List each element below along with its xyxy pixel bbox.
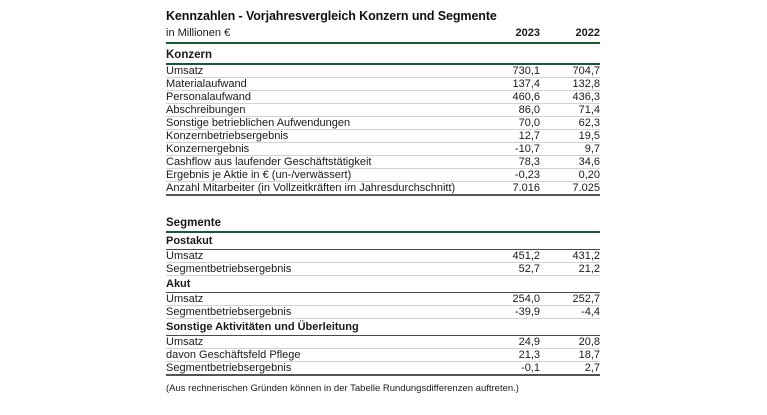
row-value-2022: 132,8: [540, 78, 600, 91]
row-value-2023: 137,4: [480, 78, 540, 91]
section-heading-label: Konzern: [166, 43, 480, 64]
section-spacer: [166, 195, 600, 212]
row-value-2023: 70,0: [480, 117, 540, 130]
rounding-footnote: (Aus rechnerischen Gründen können in der Tabelle Rundungsdifferenzen auftreten.): [166, 383, 519, 394]
group-heading-label: Akut: [166, 276, 480, 293]
unit-label: in Millionen €: [166, 27, 480, 43]
table-row: [166, 250, 600, 263]
row-label: Cashflow aus laufender Geschäftstätigkeit: [166, 156, 480, 169]
kennzahlen-table: [166, 27, 600, 376]
row-label: Konzernbetriebsergebnis: [166, 130, 480, 143]
row-value-2023: 86,0: [480, 104, 540, 117]
row-label: Umsatz: [166, 336, 480, 349]
row-value-2022: 19,5: [540, 130, 600, 143]
row-label: Abschreibungen: [166, 104, 480, 117]
row-value-2023: 730,1: [480, 64, 540, 78]
table-row: [166, 293, 600, 306]
row-value-2023: 451,2: [480, 250, 540, 263]
table-row: [166, 78, 600, 91]
row-value-2023: 12,7: [480, 130, 540, 143]
row-value-2023: -10,7: [480, 143, 540, 156]
row-value-2022: 436,3: [540, 91, 600, 104]
table-row: [166, 156, 600, 169]
column-header-2023: 2023: [480, 27, 540, 43]
row-value-2022: 7.025: [540, 182, 600, 196]
row-label: Personalaufwand: [166, 91, 480, 104]
row-value-2022: 71,4: [540, 104, 600, 117]
row-value-2023: 460,6: [480, 91, 540, 104]
row-value-2023: -0,23: [480, 169, 540, 182]
row-value-2023: 78,3: [480, 156, 540, 169]
row-label: Segmentbetriebsergebnis: [166, 263, 480, 276]
table-row: [166, 336, 600, 349]
page-title: Kennzahlen - Vorjahresvergleich Konzern und Segmente: [166, 9, 497, 23]
group-heading-label: Sonstige Aktivitäten und Überleitung: [166, 319, 480, 336]
group-heading-sonstige: [166, 319, 600, 336]
row-label: Ergebnis je Aktie in € (un-/verwässert): [166, 169, 480, 182]
row-label: Umsatz: [166, 64, 480, 78]
row-value-2022: 21,2: [540, 263, 600, 276]
row-value-2023: 24,9: [480, 336, 540, 349]
row-value-2022: 431,2: [540, 250, 600, 263]
table-row: [166, 104, 600, 117]
table-row: [166, 143, 600, 156]
row-value-2022: -4,4: [540, 306, 600, 319]
row-label: Segmentbetriebsergebnis: [166, 362, 480, 376]
row-label: Segmentbetriebsergebnis: [166, 306, 480, 319]
table-row: [166, 349, 600, 362]
row-value-2022: 20,8: [540, 336, 600, 349]
row-label: Materialaufwand: [166, 78, 480, 91]
section-heading-segmente: [166, 212, 600, 232]
row-value-2023: 52,7: [480, 263, 540, 276]
table-row: [166, 64, 600, 78]
row-value-2023: 254,0: [480, 293, 540, 306]
row-label: Umsatz: [166, 293, 480, 306]
table-row: [166, 130, 600, 143]
row-label: Umsatz: [166, 250, 480, 263]
row-value-2023: 7.016: [480, 182, 540, 196]
row-value-2023: -39,9: [480, 306, 540, 319]
table-row: [166, 117, 600, 130]
section-heading-konzern: [166, 43, 600, 64]
row-label: Anzahl Mitarbeiter (in Vollzeitkräften im Jahresdurchschnitt): [166, 182, 480, 196]
table-header-row: [166, 27, 600, 43]
row-label: Konzernergebnis: [166, 143, 480, 156]
row-value-2022: 34,6: [540, 156, 600, 169]
row-value-2022: 62,3: [540, 117, 600, 130]
kennzahlen-sheet: [166, 0, 600, 394]
row-value-2023: -0,1: [480, 362, 540, 376]
row-value-2022: 9,7: [540, 143, 600, 156]
group-heading-akut: [166, 276, 600, 293]
row-value-2022: 18,7: [540, 349, 600, 362]
table-row: [166, 169, 600, 182]
row-value-2022: 252,7: [540, 293, 600, 306]
group-heading-label: Postakut: [166, 232, 480, 250]
table-row: [166, 91, 600, 104]
row-label: davon Geschäftsfeld Pflege: [166, 349, 480, 362]
table-row: [166, 306, 600, 319]
row-value-2022: 2,7: [540, 362, 600, 376]
section-heading-label: Segmente: [166, 212, 480, 232]
group-heading-postakut: [166, 232, 600, 250]
table-row: [166, 182, 600, 196]
row-value-2022: 0,20: [540, 169, 600, 182]
row-value-2022: 704,7: [540, 64, 600, 78]
column-header-2022: 2022: [540, 27, 600, 43]
table-row: [166, 263, 600, 276]
row-label: Sonstige betrieblichen Aufwendungen: [166, 117, 480, 130]
row-value-2023: 21,3: [480, 349, 540, 362]
table-row: [166, 362, 600, 376]
